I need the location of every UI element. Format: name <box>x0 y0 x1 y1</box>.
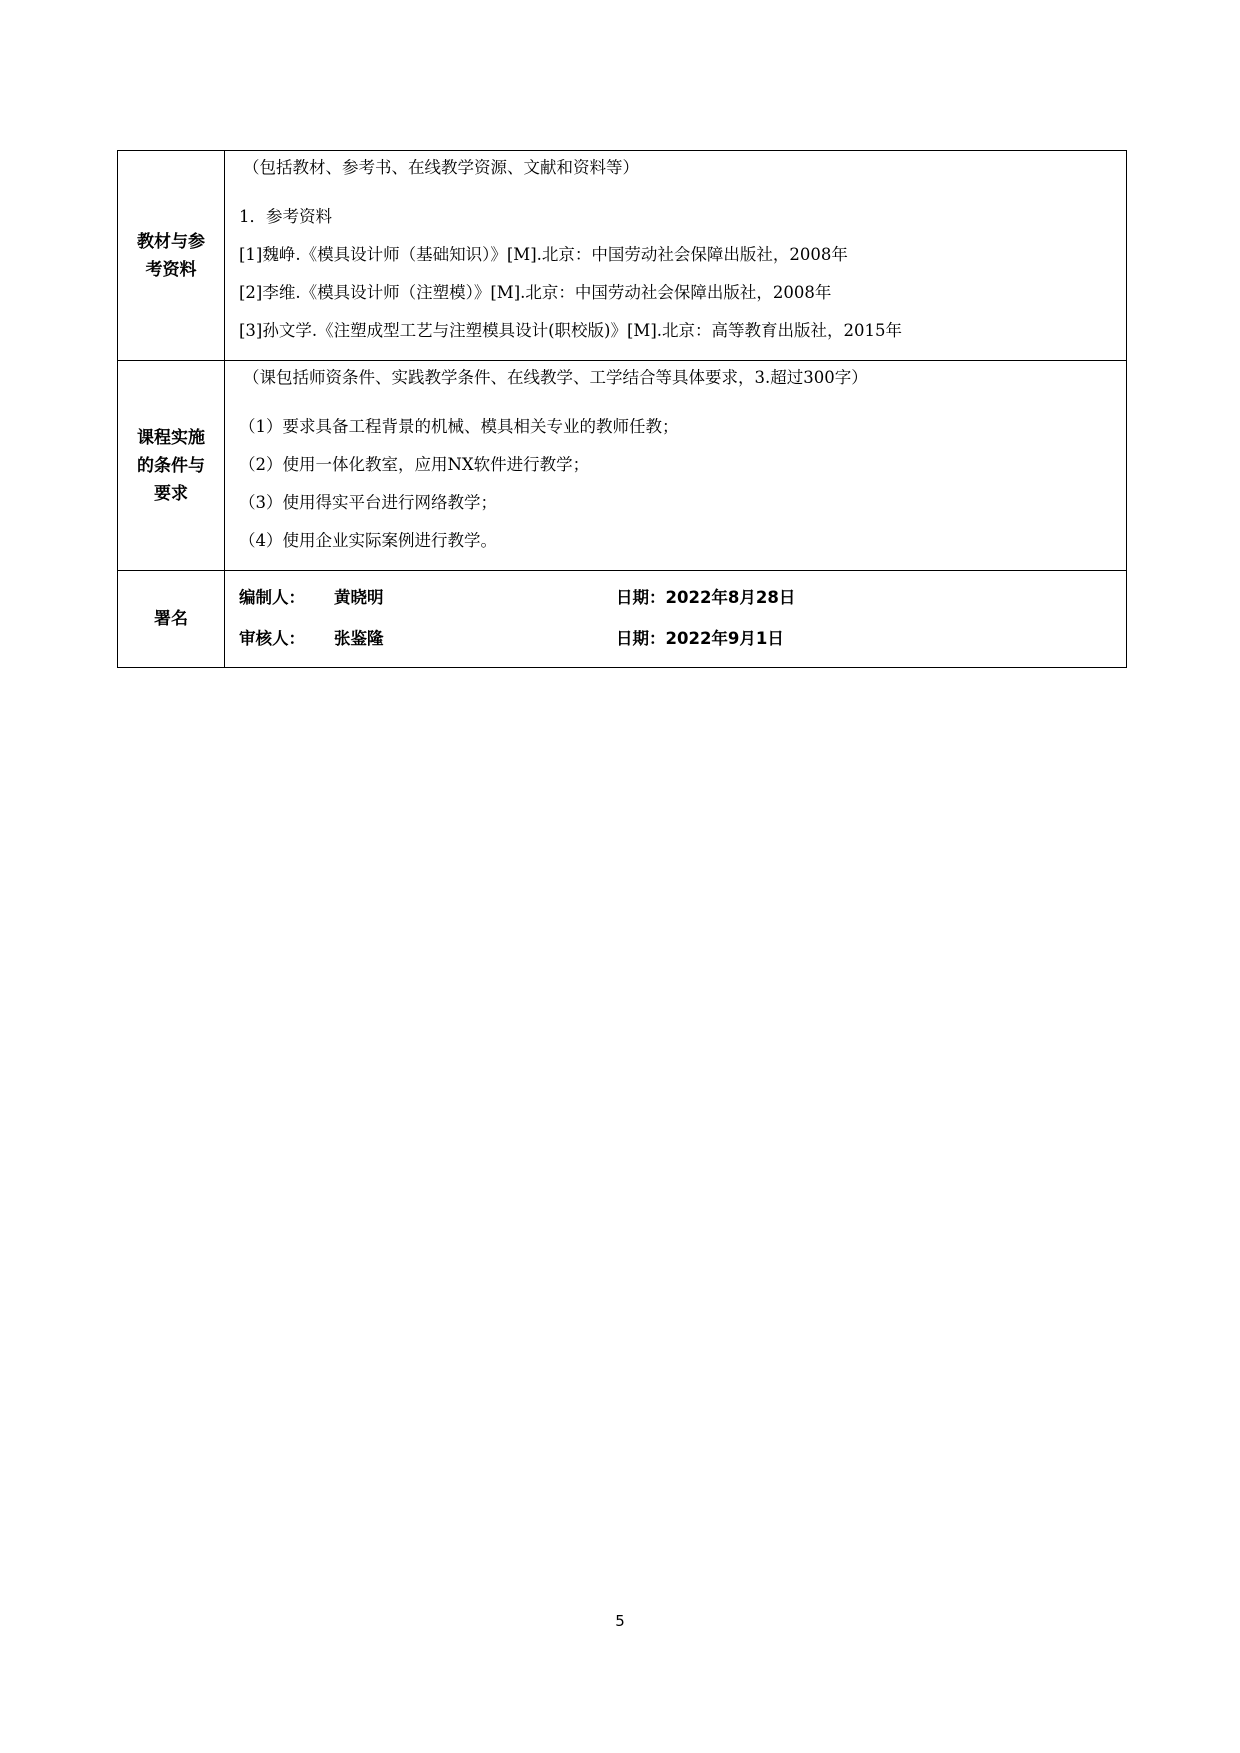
compiler-signature <box>239 577 1126 618</box>
signature-content-cell <box>225 571 1127 668</box>
compiler-name: 黄晓明 <box>334 588 384 607</box>
conditions-heading: 课程实施的条件与要求 <box>137 427 205 504</box>
reference-item: [1]魏峥.《模具设计师（基础知识）》[M].北京：中国劳动社会保障出版社，2008年 <box>239 245 848 264</box>
conditions-note: （课包括师资条件、实践教学条件、在线教学、工学结合等具体要求，3.超过300字） <box>243 368 868 387</box>
condition-item: （2）使用一体化教室，应用NX软件进行教学； <box>239 455 590 474</box>
signature-row <box>118 571 1127 668</box>
materials-row <box>118 151 1127 361</box>
signature-heading: 署名 <box>154 609 188 629</box>
condition-item: （4）使用企业实际案例进行教学。 <box>239 531 497 550</box>
conditions-row <box>118 361 1127 571</box>
materials-subheading: 1．参考资料 <box>239 207 332 226</box>
reviewer-label: 审核人： <box>239 629 305 648</box>
materials-note: （包括教材、参考书、在线教学资源、文献和资料等） <box>243 158 639 177</box>
reviewer-name: 张鉴隆 <box>334 629 384 648</box>
reviewer-date: 日期：2022年9月1日 <box>616 629 784 648</box>
compiler-date: 日期：2022年8月28日 <box>616 588 796 607</box>
reference-item: [2]李维.《模具设计师（注塑模）》[M].北京：中国劳动社会保障出版社，2008年 <box>239 283 832 302</box>
conditions-heading-cell <box>118 361 225 571</box>
condition-item: （3）使用得实平台进行网络教学； <box>239 493 497 512</box>
compiler-label: 编制人： <box>239 588 305 607</box>
materials-content-cell <box>225 151 1127 361</box>
materials-heading-cell <box>118 151 225 361</box>
signature-heading-cell <box>118 571 225 668</box>
course-info-table <box>117 150 1127 668</box>
reference-item: [3]孙文学.《注塑成型工艺与注塑模具设计(职校版)》[M].北京：高等教育出版社，2015年 <box>239 321 902 340</box>
condition-item: （1）要求具备工程背景的机械、模具相关专业的教师任教； <box>239 417 679 436</box>
page-number: 5 <box>615 1612 625 1630</box>
materials-heading: 教材与参考资料 <box>137 231 205 280</box>
reviewer-signature <box>239 618 1126 659</box>
conditions-content-cell <box>225 361 1127 571</box>
